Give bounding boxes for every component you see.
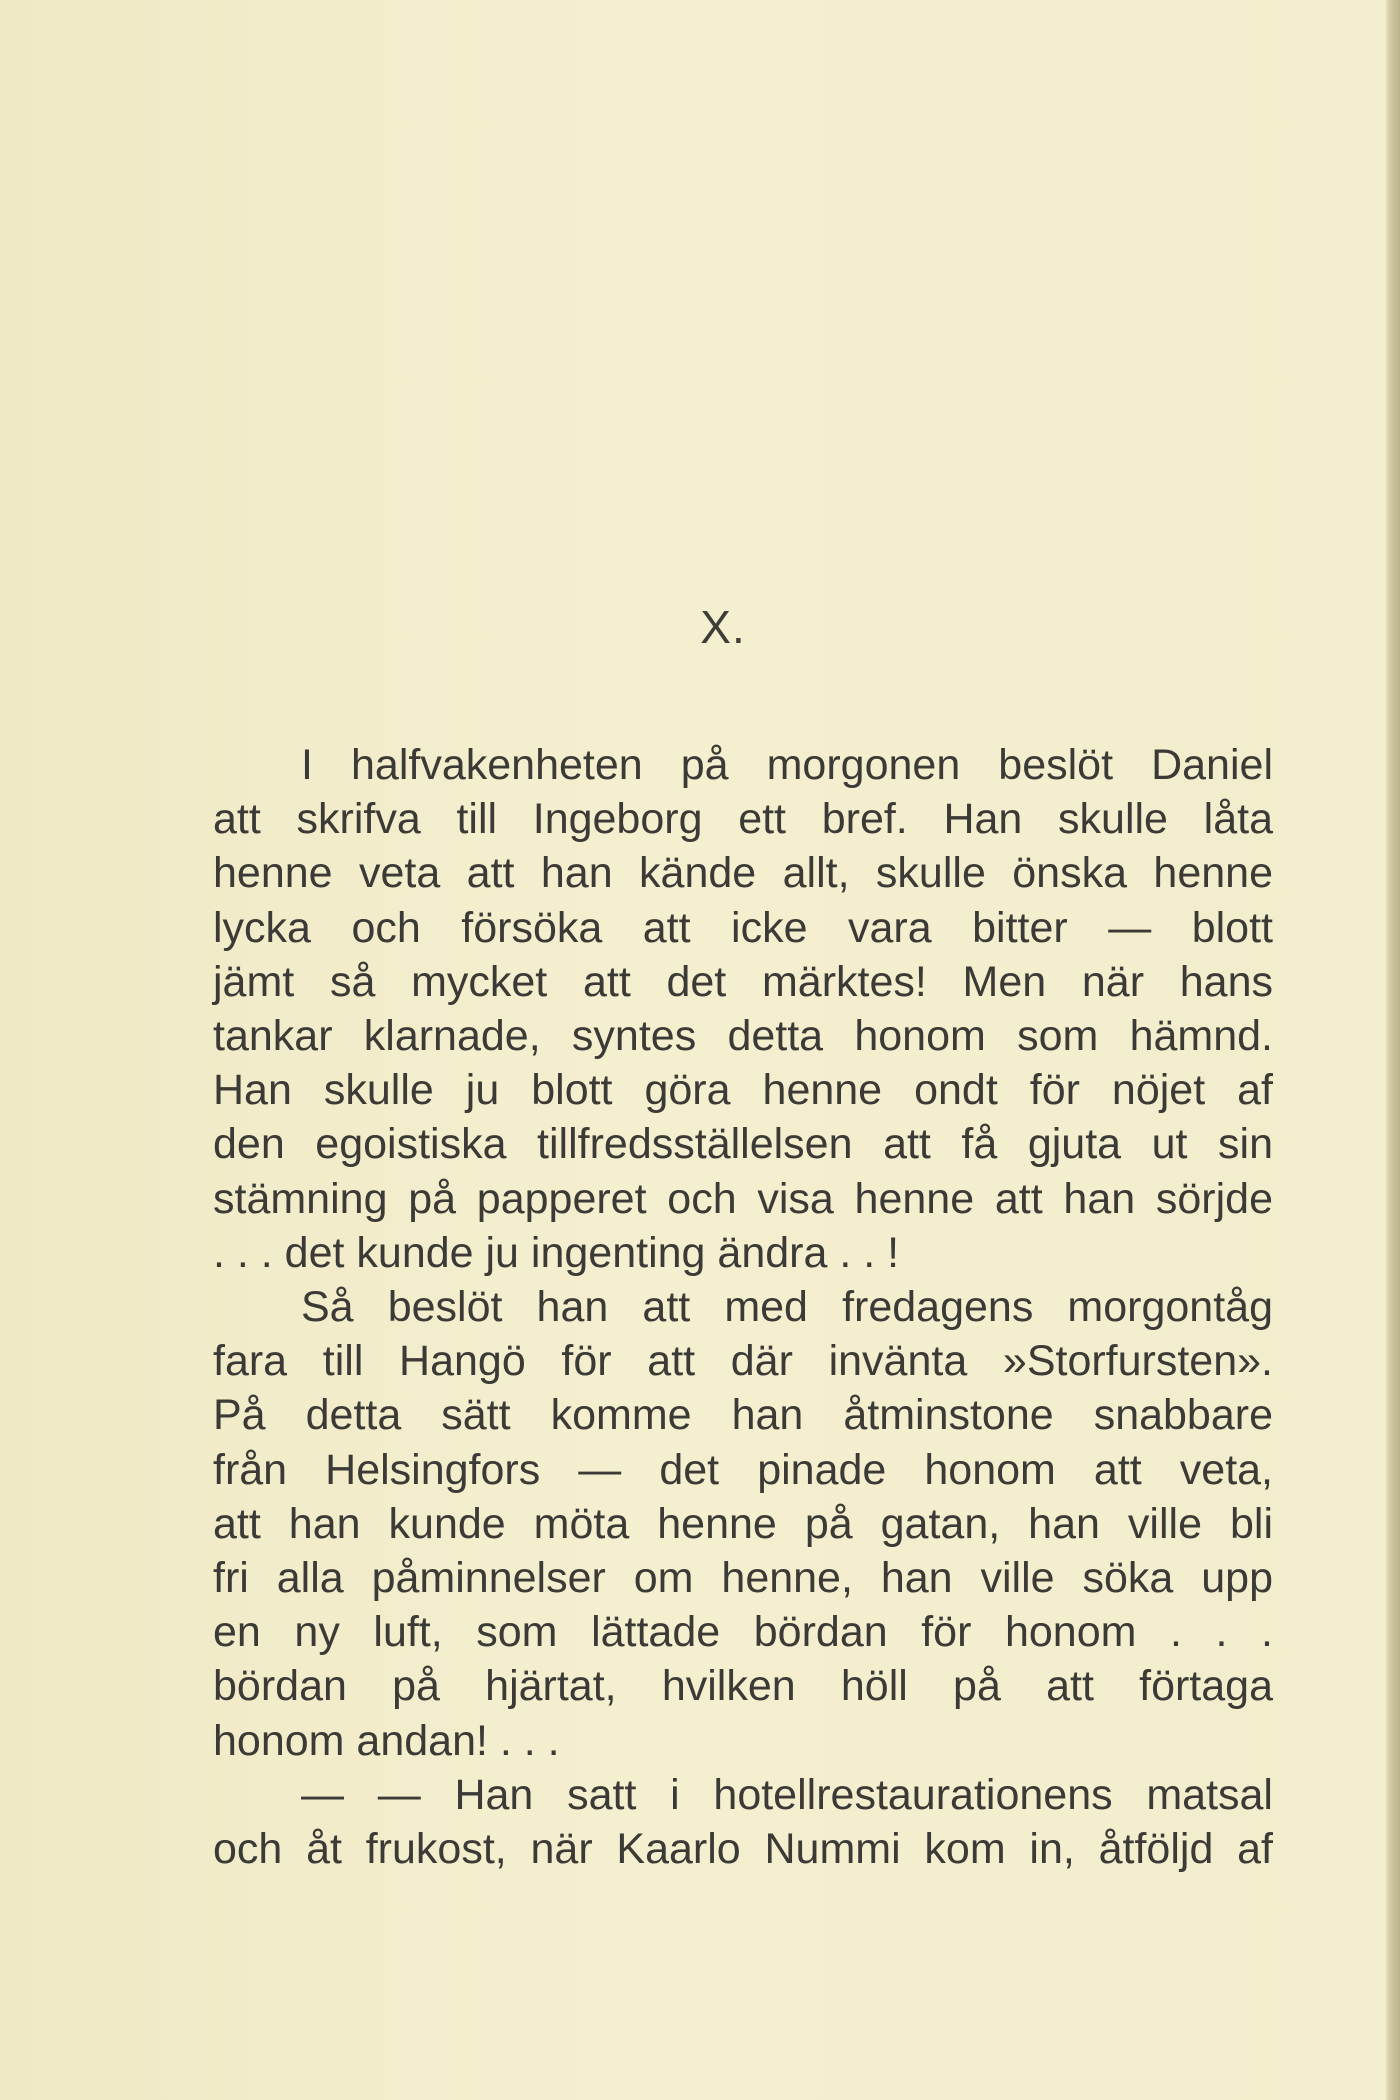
text-line: I halfvakenheten på morgonen beslöt Daniel (301, 741, 1273, 789)
chapter-heading: X. (700, 601, 746, 653)
text-line: att han kunde möta henne på gatan, han ville bli (213, 1499, 1273, 1548)
text-line: och åt frukost, när Kaarlo Nummi kom in, åtföljd af (213, 1825, 1273, 1874)
text-line: jämt så mycket att det märktes! Men när hans (213, 957, 1273, 1006)
text-line: stämning på papperet och visa henne att han sörjde (213, 1174, 1273, 1223)
text-line: fara till Hangö för att där invänta »Storfursten». (213, 1337, 1273, 1386)
text-line: tankar klarnade, syntes detta honom som hämnd. (213, 1012, 1273, 1061)
text-line: fri alla påminnelser om henne, han ville söka upp (213, 1554, 1273, 1603)
text-line: den egoistiska tillfredsställelsen att få gjuta ut sin (213, 1120, 1273, 1169)
text-line: — — Han satt i hotellrestaurationens matsal (301, 1770, 1273, 1819)
text-line: Så beslöt han att med fredagens morgontåg (301, 1283, 1273, 1332)
text-line: lycka och försöka att icke vara bitter — blott (213, 903, 1273, 952)
text-line: . . . det kunde ju ingenting ändra . . ! (213, 1228, 900, 1277)
text-line: att skrifva till Ingeborg ett bref. Han skulle låta (213, 795, 1273, 844)
text-line: från Helsingfors — det pinade honom att veta, (213, 1445, 1273, 1494)
page-edge-shadow (1386, 0, 1400, 2100)
text-line: bördan på hjärtat, hvilken höll på att förtaga (213, 1662, 1273, 1711)
text-line: honom andan! . . . (213, 1716, 560, 1765)
text-line: Han skulle ju blott göra henne ondt för nöjet af (213, 1066, 1273, 1115)
text-line: en ny luft, som lättade bördan för honom . . . (213, 1608, 1273, 1657)
text-line: På detta sätt komme han åtminstone snabbare (213, 1391, 1273, 1440)
text-line: henne veta att han kände allt, skulle önska henne (213, 849, 1273, 898)
body-text (213, 738, 1273, 1876)
